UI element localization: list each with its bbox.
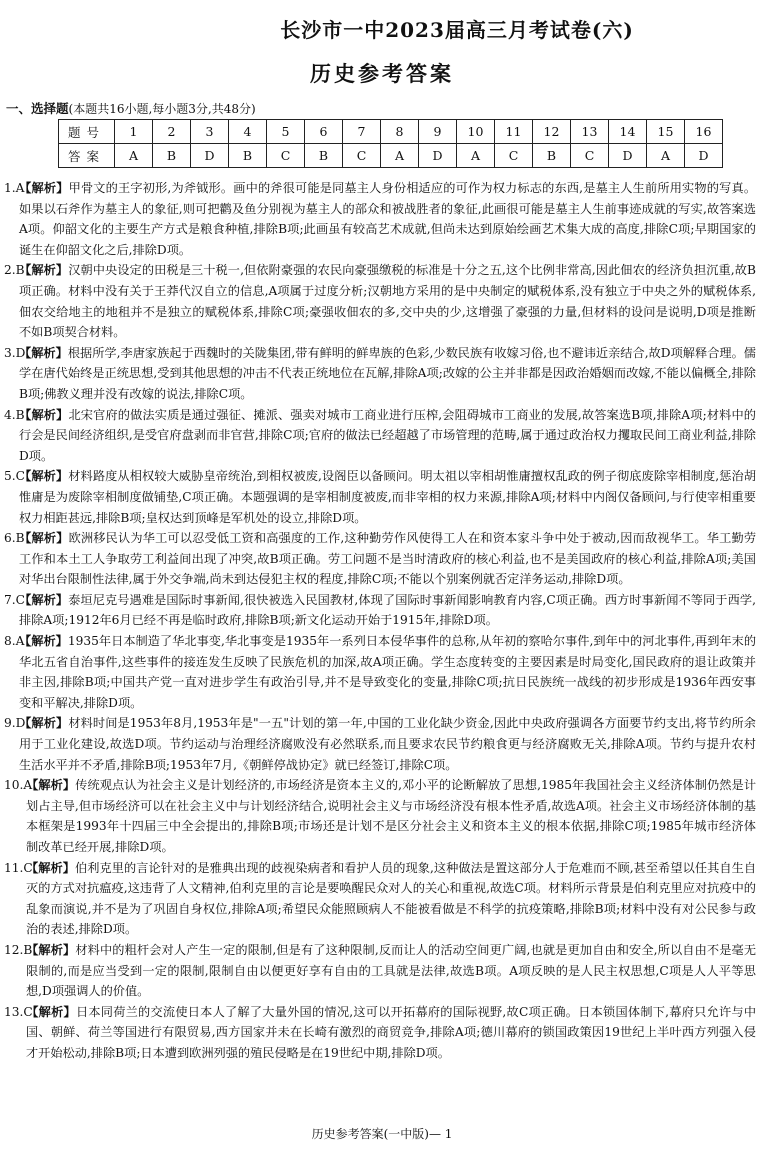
- analysis-tag: 【解析】: [19, 634, 68, 649]
- question-number-cell: 8: [381, 120, 419, 144]
- question-number-cell: 7: [343, 120, 381, 144]
- answer-cell: B: [153, 144, 191, 168]
- explanation-item: [4, 405, 756, 467]
- analysis-tag: 【解析】: [19, 345, 68, 360]
- item-text: 1935年日本制造了华北事变,华北事变是1935年一系列日本侵华事件的总称,从年初的察哈尔事件,到年中的河北事件,再到年末的华北五省自治事件,这些事件的接连发生反映了民族危机的加深,故A项正确。学生态度转变的主要因素是时局变化,国民政府的退让政策并非主因,排除B项;中国共产党一直对进步学生有政治引导,并不是导致变化的变量,排除C项;抗日民族统一战线的初步形成是1936年西安事变和平解决,排除D项。: [19, 634, 757, 710]
- question-number-cell: 15: [647, 120, 685, 144]
- question-number-cell: 14: [609, 120, 647, 144]
- answer-cell: A: [115, 144, 153, 168]
- item-number: 1.A: [4, 181, 25, 195]
- item-number: 2.B: [4, 263, 25, 278]
- item-text: 北宋官府的做法实质是通过强征、摊派、强卖对城市工商业进行压榨,会阻碍城市工商业的发展,故答案选B项,排除A项;材料中的行会是民间经济组织,是受官府盘剥而非官营,排除C项;官府的做法已经超越了市场管理的范畴,属于通过政治权力攫取民间工商业利益,排除D项。: [19, 407, 756, 463]
- item-text: 日本同荷兰的交流使日本人了解了大量外国的情况,这可以开拓幕府的国际视野,故C项正确。日本锁国体制下,幕府只允许与中国、朝鲜、荷兰等国进行有限贸易,西方国家并未在长崎有激烈的商贸竞争,排除A项;德川幕府的锁国政策因19世纪上半叶西方列强入侵才开始松动,排除B项;日本遭到欧洲列强的殖民侵略是在19世纪中期,排除D项。: [26, 1004, 757, 1060]
- explanation-item: [4, 1002, 756, 1064]
- answer-cell: D: [191, 144, 229, 168]
- item-number: 6.B: [4, 531, 25, 546]
- item-text: 材料中的粗杆会对人产生一定的限制,但是有了这种限制,反而让人的活动空间更广阔,也就是更加自由和安全,所以自由不是毫无限制的,而是应当受到一定的限制,限制自由以便更好享有自由的工具就是法律,故选B项。A项反映的是人民主权思想,C项是人人平等思想,D项强调人的价值。: [26, 942, 757, 999]
- analysis-tag: 【解析】: [19, 407, 69, 422]
- question-number-cell: 1: [115, 120, 153, 144]
- item-text: 泰垣尼克号遇难是国际时事新闻,很快被选入民国教材,体现了国际时事新闻影响教育内容,C项正确。西方时事新闻不等同于西学,排除A项;1912年6月已经不再是临时政府,排除B项;新文化运动开始于1915年,排除D项。: [19, 592, 757, 628]
- answer-cell: D: [419, 144, 457, 168]
- item-text: 欧洲移民认为华工可以忍受低工资和高强度的工作,这种勤劳作风使得工人在和资本家斗争中处于被动,因而敌视华工。华工勤劳工作和本土工人争取劳工利益间出现了冲突,故B项正确。劳工问题不是当时清政府的核心利益,也不是美国政府的核心利益,排除A项;美国对华出台限制性法律,属于外交争端,尚未到达侵犯主权的程度,排除C项;不能以个别案例就否定洋务运动,排除D项。: [19, 531, 757, 587]
- explanation-item: [4, 775, 756, 857]
- analysis-tag: 【解析】: [19, 469, 69, 484]
- explanation-item: [4, 528, 756, 590]
- item-number: 9.D: [4, 716, 26, 731]
- answer-table: [58, 119, 723, 168]
- document-subtitle: 历史参考答案: [310, 61, 454, 86]
- item-text: 材料时间是1953年8月,1953年是"一五"计划的第一年,中国的工业化缺少资金,因此中央政府强调各方面要节约支出,将节约所余用于工业化建设,故选D项。节约运动与治理经济腐败没有必然联系,而且要求农民节约粮食更与经济腐败无关,排除A项。节约与提升农村生活水平并不矛盾,排除B项;1953年7月,《朝鲜停战协定》就已经签订,排除C项。: [19, 716, 756, 772]
- item-text: 传统观点认为社会主义是计划经济的,市场经济是资本主义的,邓小平的论断解放了思想,1985年我国社会主义经济体制仍然是计划占主导,但市场经济可以在社会主义中与计划经济结合,说明社会主义与市场经济没有根本性矛盾,故选A项。社会主义市场经济体制的基本框架是1993年十四届三中全会提出的,排除B项;市场还是计划不是区分社会主义和资本主义的根本依据,排除C项;1985年城市经济体制改革已经开展,排除D项。: [26, 778, 757, 854]
- item-text: 根据所学,李唐家族起于西魏时的关陇集团,带有鲜明的鲜卑族的色彩,少数民族有收嫁习俗,也不避讳近亲结合,故D项解释合理。儒学在唐代始终是正统思想,受到其他思想的冲击不代表正统地位在瓦解,排除A项;改嫁的公主并非都是因政治婚姻而改嫁,不能以偏概全,排除B项;佛教义理并没有改嫁的说法,排除C项。: [19, 345, 756, 401]
- analysis-tag: 【解析】: [19, 181, 69, 195]
- explanation-item: [4, 631, 756, 713]
- explanation-item: [4, 466, 756, 528]
- question-number-cell: 11: [495, 120, 533, 144]
- item-number: 13.C: [4, 1004, 33, 1019]
- item-number: 4.B: [4, 407, 25, 422]
- explanation-item: [4, 858, 756, 940]
- exam-title: 长沙市一中2023届高三月考试卷(六): [280, 18, 634, 42]
- explanation-item: [4, 178, 756, 260]
- analysis-tag: 【解析】: [19, 716, 69, 731]
- answer-cell: C: [343, 144, 381, 168]
- answer-cell: B: [533, 144, 571, 168]
- item-number: 12.B: [4, 942, 33, 957]
- section-heading: [6, 99, 256, 117]
- item-number: 3.D: [4, 345, 26, 360]
- answer-cell: D: [609, 144, 647, 168]
- answer-row: [59, 144, 723, 168]
- question-number-cell: 10: [457, 120, 495, 144]
- question-number-cell: 13: [571, 120, 609, 144]
- question-number-cell: 4: [229, 120, 267, 144]
- item-number: 11.C: [4, 860, 33, 875]
- item-number: 8.A: [4, 634, 25, 649]
- question-number-cell: 5: [267, 120, 305, 144]
- analysis-tag: 【解析】: [26, 778, 76, 793]
- analysis-tag: 【解析】: [19, 592, 69, 607]
- page-footer: 历史参考答案(一中版)— 1: [311, 1127, 453, 1141]
- answer-cell: A: [647, 144, 685, 168]
- analysis-tag: 【解析】: [26, 942, 76, 957]
- question-number-cell: 3: [191, 120, 229, 144]
- item-text: 材料路度从相权较大威胁皇帝统治,到相权被废,设阁臣以备顾问。明太祖以宰相胡惟庸擅权乱政的例子彻底废除宰相制度,惩治胡惟庸是为废除宰相制度做铺垫,C项正确。本题强调的是宰相制度被废,而非宰相的权力来源,排除A项;材料中内阁仅备顾问,与行使宰相重要权力相距甚远,排除B项;皇权达到顶峰是军机处的设立,排除D项。: [19, 469, 757, 525]
- explanation-item: [4, 343, 756, 405]
- item-number: 5.C: [4, 469, 25, 484]
- analysis-tag: 【解析】: [26, 860, 76, 875]
- question-number-row: [59, 120, 723, 144]
- question-number-cell: 2: [153, 120, 191, 144]
- item-text: 汉朝中央设定的田税是三十税一,但依附豪强的农民向豪强缴税的标准是十分之五,这个比例非常高,因此佃农的经济负担沉重,故B项正确。材料中没有关于王莽代汉自立的信息,A项属于过度分析;汉朝地方采用的是中央制定的赋税体系,没有独立于中央之外的赋税体系,佃农交给地主的地租并不是独立的赋税体系,排除C项;豪强收佃农的多,交中央的少,这增强了豪强的力量,但材料的设问是说明,D项是推断不如B项契合材料。: [19, 263, 757, 340]
- explanation-item: [4, 713, 756, 775]
- answer-cell: B: [305, 144, 343, 168]
- item-text: 伯利克里的言论针对的是雅典出现的歧视染病者和看护人员的现象,这种做法是置这部分人于危难而不顾,甚至希望以任其自生自灭的方式对抗瘟疫,这违背了人文精神,伯利克里的言论是要唤醒民众对人的关心和重视,故选C项。材料所示背景是伯利克里应对抗疫中的乱象而演说,并不是为了巩固自身权位,排除A项;希望民众能照顾病人不能被看做是不科学的抗疫策略,排除B项;材料中没有对公民参与政治的表述,排除D项。: [26, 860, 757, 937]
- answer-cell: B: [229, 144, 267, 168]
- answer-cell: C: [267, 144, 305, 168]
- analysis-tag: 【解析】: [26, 1004, 76, 1019]
- answer-cell: C: [495, 144, 533, 168]
- section-label: 一、选择题: [6, 101, 69, 116]
- question-number-cell: 16: [685, 120, 723, 144]
- explanation-item: [4, 940, 756, 1002]
- item-text: 甲骨文的王字初形,为斧钺形。画中的斧很可能是同墓主人身份相适应的可作为权力标志的东西,是墓主人生前所用实物的写真。如果以石斧作为墓主人的象征,则可把鹳及鱼分别视为墓主人的部众和被战胜者的象征,此画很可能是墓主人生前事迹成就的写实,故答案选A项。仰韶文化的主要生产方式是粮食种植,排除B项;此画虽有较高艺术成就,但尚未达到原始绘画艺术集大成的高度,排除C项;早期国家的诞生在仰韶文化之后,排除D项。: [19, 181, 757, 257]
- analysis-tag: 【解析】: [19, 263, 69, 278]
- item-number: 10.A: [4, 778, 33, 793]
- answer-cell: C: [571, 144, 609, 168]
- explanation-item: [4, 590, 756, 631]
- row-label-answer: 答案: [59, 144, 115, 168]
- question-number-cell: 6: [305, 120, 343, 144]
- explanation-list: [4, 178, 756, 1064]
- section-note: (本题共16小题,每小题3分,共48分): [68, 102, 256, 116]
- explanation-item: [4, 260, 756, 342]
- question-number-cell: 12: [533, 120, 571, 144]
- row-label-number: 题号: [59, 120, 115, 144]
- answer-cell: A: [381, 144, 419, 168]
- item-number: 7.C: [4, 592, 25, 607]
- answer-cell: D: [685, 144, 723, 168]
- analysis-tag: 【解析】: [19, 531, 69, 546]
- answer-cell: A: [457, 144, 495, 168]
- question-number-cell: 9: [419, 120, 457, 144]
